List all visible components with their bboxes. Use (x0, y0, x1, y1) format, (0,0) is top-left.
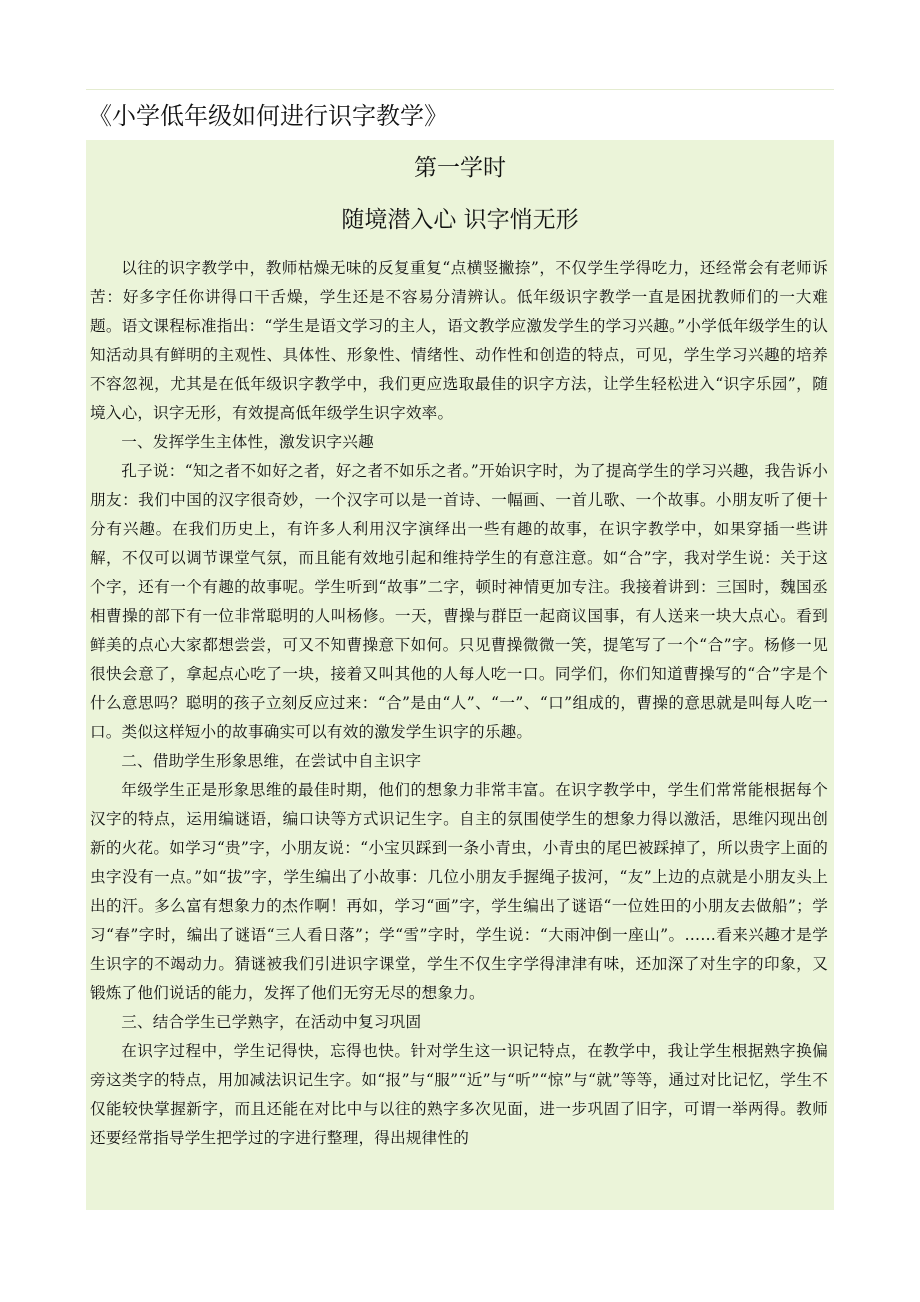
article-body (86, 254, 834, 1153)
paragraph: 年级学生正是形象思维的最佳时期，他们的想象力非常丰富。在识字教学中，学生们常常能根据每个汉字的特点，运用编谜语，编口诀等方式识记生字。自主的氛围使学生的想象力得以激活，思维闪现出创新的火花。如学习“贵”字，小朋友说：“小宝贝踩到一条小青虫，小青虫的尾巴被踩掉了，所以贵字上面的虫字没有一点。”如“拔”字，学生编出了小故事：几位小朋友手握绳子拔河，“友”上边的点就是小朋友头上出的汗。多么富有想象力的杰作啊！再如，学习“画”字，学生编出了谜语“一位姓田的小朋友去做船”；学习“春”字时，编出了谜语“三人看日落”；学“雪”字时，学生说：“大雨冲倒一座山”。……看来兴趣才是学生识字的不竭动力。猜谜被我们引进识字课堂，学生不仅生字学得津津有味，还加深了对生字的印象，又锻炼了他们说话的能力，发挥了他们无穷无尽的想象力。 (90, 781, 828, 1002)
lesson-heading: 第一学时 (414, 155, 506, 181)
paragraph: 在识字过程中，学生记得快，忘得也快。针对学生这一识记特点，在教学中，我让学生根据熟字换偏旁这类字的特点，用加减法识记生字。如“报”与“服”“近”与“听”“惊”与“就”等等，通过对比记忆，学生不仅能较快掌握新字，而且还能在对比中与以往的熟字多次见面，进一步巩固了旧字，可谓一举两得。教师还要经常指导学生把学过的字进行整理，得出规律性的 (90, 1042, 828, 1147)
article-subtitle: 随境潜入心 识字悄无形 (341, 207, 579, 233)
top-divider (86, 89, 834, 90)
document-title: 《小学低年级如何进行识字教学》 (88, 102, 448, 130)
section-heading: 二、借助学生形象思维，在尝试中自主识字 (121, 752, 422, 770)
section-heading: 一、发挥学生主体性，激发识字兴趣 (121, 433, 374, 451)
section-heading: 三、结合学生已学熟字，在活动中复习巩固 (121, 1013, 422, 1031)
paragraph: 以往的识字教学中，教师枯燥无味的反复重复“点横竖撇捺”，不仅学生学得吃力，还经常会有老师诉苦：好多字任你讲得口干舌燥，学生还是不容易分清辨认。低年级识字教学一直是困扰教师们的一大难题。语文课程标准指出：“学生是语文学习的主人，语文教学应激发学生的学习兴趣。”小学低年级学生的认知活动具有鲜明的主观性、具体性、形象性、情绪性、动作性和创造的特点，可见，学生学习兴趣的培养不容忽视，尤其是在低年级识字教学中，我们更应选取最佳的识字方法，让学生轻松进入“识字乐园”，随境入心，识字无形，有效提高低年级学生识字效率。 (90, 259, 828, 422)
paragraph: 孔子说：“知之者不如好之者，好之者不如乐之者。”开始识字时，为了提高学生的学习兴趣，我告诉小朋友：我们中国的汉字很奇妙，一个汉字可以是一首诗、一幅画、一首儿歌、一个故事。小朋友听了便十分有兴趣。在我们历史上，有许多人利用汉字演绎出一些有趣的故事，在识字教学中，如果穿插一些讲解，不仅可以调节课堂气氛，而且能有效地引起和维持学生的有意注意。如“合”字，我对学生说：关于这个字，还有一个有趣的故事呢。学生听到“故事”二字，顿时神情更加专注。我接着讲到：三国时，魏国丞相曹操的部下有一位非常聪明的人叫杨修。一天，曹操与群臣一起商议国事，有人送来一块大点心。看到鲜美的点心大家都想尝尝，可又不知曹操意下如何。只见曹操微微一笑，提笔写了一个“合”字。杨修一见很快会意了，拿起点心吃了一块，接着又叫其他的人每人吃一口。同学们，你们知道曹操写的“合”字是个什么意思吗？聪明的孩子立刻反应过来：“合”是由“人”、“一”、“口”组成的，曹操的意思就是叫每人吃一口。类似这样短小的故事确实可以有效的激发学生识字的乐趣。 (90, 462, 828, 741)
content-area (86, 140, 834, 1210)
